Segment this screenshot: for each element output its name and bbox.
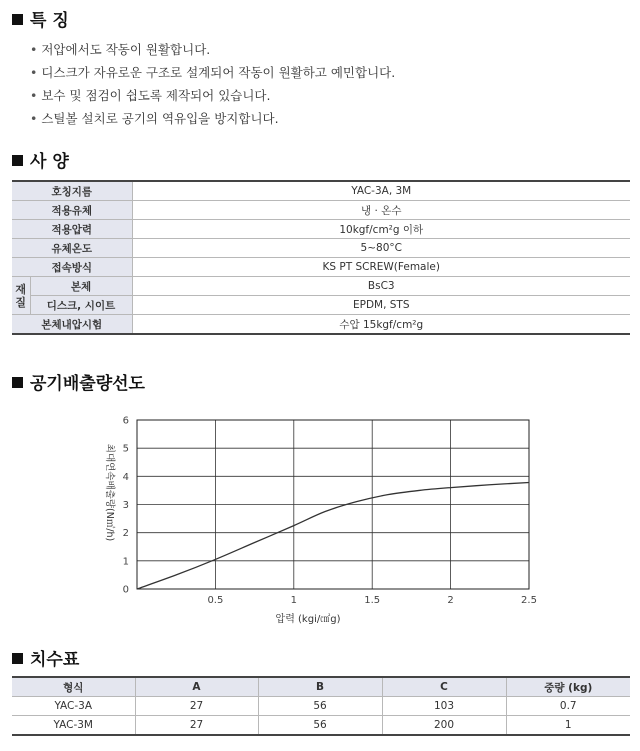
y-tick-label: 5 bbox=[122, 443, 129, 455]
x-tick-labels bbox=[207, 595, 537, 606]
feature-item: • 보수 및 점검이 쉽도록 제작되어 있습니다. bbox=[30, 84, 395, 107]
table-cell: 27 bbox=[135, 716, 258, 736]
table-cell: YAC-3M bbox=[12, 716, 135, 736]
spec-table bbox=[12, 180, 630, 335]
table-row bbox=[12, 220, 630, 239]
square-bullet-icon bbox=[12, 155, 23, 166]
spec-label: 접속방식 bbox=[12, 258, 132, 277]
y-axis-label: 최대연속배출량(N㎥/h) bbox=[104, 443, 115, 542]
chart-grid bbox=[137, 420, 529, 589]
feature-item: • 저압에서도 작동이 원활합니다. bbox=[30, 38, 395, 61]
spec-label: 유체온도 bbox=[12, 239, 132, 258]
feature-item: • 디스크가 자유로운 구조로 설계되어 작동이 원활하고 예민합니다. bbox=[30, 61, 395, 84]
table-cell: YAC-3A bbox=[12, 697, 135, 716]
table-cell: 0.7 bbox=[506, 697, 630, 716]
y-tick-label: 3 bbox=[122, 500, 129, 511]
table-cell: 56 bbox=[258, 716, 382, 736]
x-tick-label: 0.5 bbox=[207, 595, 224, 606]
spec-label: 적용유체 bbox=[12, 201, 132, 220]
y-tick-label: 4 bbox=[122, 471, 129, 483]
column-header: 중량 (kg) bbox=[506, 677, 630, 697]
table-cell: 1 bbox=[506, 716, 630, 736]
table-row bbox=[12, 239, 630, 258]
table-row bbox=[12, 258, 630, 277]
square-bullet-icon bbox=[12, 653, 23, 664]
material-label-text: 재질 bbox=[15, 282, 27, 309]
spec-value: EPDM, STS bbox=[132, 296, 630, 315]
feature-item: • 스틸볼 설치로 공기의 역유입을 방지합니다. bbox=[30, 107, 395, 130]
y-tick-label: 6 bbox=[122, 415, 129, 427]
table-row bbox=[12, 697, 630, 716]
table-cell: 56 bbox=[258, 697, 382, 716]
material-label bbox=[12, 277, 30, 315]
spec-value: 5~80°C bbox=[132, 239, 630, 258]
x-tick-label: 1.5 bbox=[364, 595, 381, 606]
features-list bbox=[30, 38, 395, 130]
y-tick-labels bbox=[123, 416, 129, 596]
table-row bbox=[12, 277, 630, 296]
y-tick-label: 0 bbox=[122, 584, 129, 596]
spec-title: 사 양 bbox=[12, 147, 69, 172]
spec-value: BsC3 bbox=[132, 277, 630, 296]
spec-label: 본체 bbox=[30, 277, 132, 296]
table-cell: 27 bbox=[135, 697, 258, 716]
spec-label: 적용압력 bbox=[12, 220, 132, 239]
column-header: A bbox=[135, 677, 258, 697]
column-header: C bbox=[382, 677, 506, 697]
table-row bbox=[12, 201, 630, 220]
spec-value: 냉 · 온수 bbox=[132, 201, 630, 220]
x-tick-label: 1 bbox=[290, 595, 297, 606]
spec-label: 호칭지름 bbox=[12, 181, 132, 201]
dimension-title: 치수표 bbox=[12, 645, 79, 670]
spec-value: 수압 15kgf/cm²g bbox=[132, 315, 630, 335]
spec-value: 10kgf/cm²g 이하 bbox=[132, 220, 630, 239]
x-axis-label: 압력 (kgi/㎠g) bbox=[275, 614, 341, 625]
y-tick-label: 1 bbox=[122, 556, 129, 568]
table-cell: 103 bbox=[382, 697, 506, 716]
spec-value: YAC-3A, 3M bbox=[132, 181, 630, 201]
table-row bbox=[12, 716, 630, 736]
table-cell: 200 bbox=[382, 716, 506, 736]
dimension-table bbox=[12, 676, 630, 736]
discharge-chart bbox=[80, 405, 560, 630]
square-bullet-icon bbox=[12, 14, 23, 25]
table-row bbox=[12, 296, 630, 315]
table-row bbox=[12, 315, 630, 335]
column-header: B bbox=[258, 677, 382, 697]
chart-title: 공기배출량선도 bbox=[12, 369, 145, 394]
y-tick-label: 2 bbox=[122, 528, 129, 540]
series-line bbox=[137, 483, 529, 589]
features-title: 특 징 bbox=[12, 6, 69, 31]
spec-value: KS PT SCREW(Female) bbox=[132, 258, 630, 277]
table-row bbox=[12, 181, 630, 201]
table-header-row bbox=[12, 677, 630, 697]
x-tick-label: 2.5 bbox=[521, 595, 537, 606]
x-tick-label: 2 bbox=[447, 595, 454, 606]
spec-label: 디스크, 시이트 bbox=[30, 296, 132, 315]
square-bullet-icon bbox=[12, 377, 23, 388]
column-header: 형식 bbox=[12, 677, 135, 697]
spec-label: 본체내압시험 bbox=[12, 315, 132, 335]
